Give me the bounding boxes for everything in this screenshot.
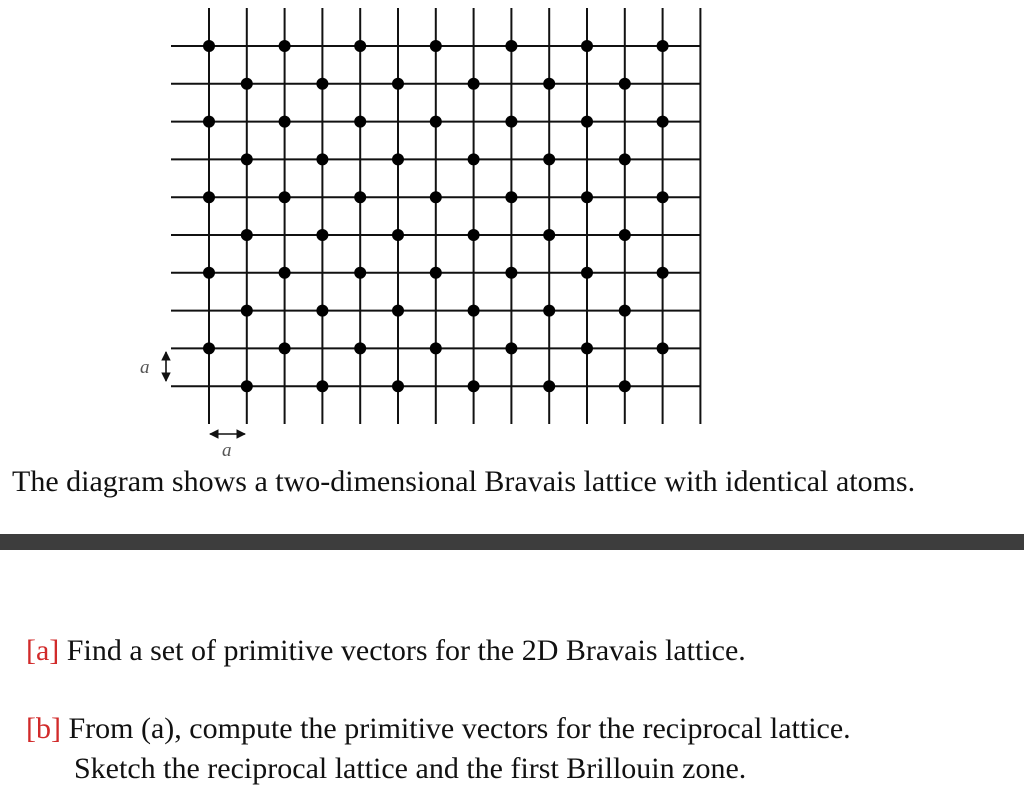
- lattice-atom: [203, 342, 215, 354]
- lattice-atom: [657, 116, 669, 128]
- lattice-atom: [505, 267, 517, 279]
- lattice-atom: [354, 342, 366, 354]
- lattice-atom: [354, 40, 366, 52]
- lattice-atom: [543, 229, 555, 241]
- lattice-atom: [581, 40, 593, 52]
- lattice-atom: [241, 153, 253, 165]
- lattice-atom: [619, 153, 631, 165]
- lattice-atom: [657, 267, 669, 279]
- lattice-atom: [430, 191, 442, 203]
- lattice-atom: [354, 191, 366, 203]
- lattice-atom: [203, 40, 215, 52]
- section-divider: [0, 534, 1024, 550]
- lattice-atom: [543, 380, 555, 392]
- lattice-atom: [619, 305, 631, 317]
- lattice-atom: [316, 229, 328, 241]
- question-b-text-line2: Sketch the reciprocal lattice and the first Brillouin zone.: [74, 752, 747, 785]
- lattice-atom: [430, 40, 442, 52]
- lattice-atom: [543, 305, 555, 317]
- lattice-atom: [392, 305, 404, 317]
- lattice-atom: [619, 229, 631, 241]
- grid-lines: [171, 8, 700, 424]
- lattice-atom: [468, 153, 480, 165]
- lattice-atom: [392, 78, 404, 90]
- lattice-atom: [657, 40, 669, 52]
- lattice-atom: [316, 78, 328, 90]
- lattice-atom: [279, 267, 291, 279]
- lattice-atom: [657, 342, 669, 354]
- lattice-atom: [430, 342, 442, 354]
- lattice-atom: [241, 229, 253, 241]
- lattice-atom: [505, 40, 517, 52]
- lattice-atom: [392, 380, 404, 392]
- question-b-marker: [b]: [26, 712, 61, 745]
- question-a-text: Find a set of primitive vectors for the 2D Bravais lattice.: [59, 634, 746, 667]
- lattice-atom: [657, 191, 669, 203]
- lattice-atom: [279, 116, 291, 128]
- lattice-atom: [279, 40, 291, 52]
- horizontal-spacing-indicator: [210, 434, 245, 461]
- lattice-atom: [581, 191, 593, 203]
- lattice-atom: [279, 191, 291, 203]
- lattice-atom: [316, 305, 328, 317]
- lattice-atom: [241, 380, 253, 392]
- lattice-atom: [241, 305, 253, 317]
- diagram-caption: The diagram shows a two-dimensional Bravais lattice with identical atoms.: [12, 465, 916, 498]
- lattice-atom: [505, 191, 517, 203]
- lattice-atom: [468, 380, 480, 392]
- lattice-atom: [581, 342, 593, 354]
- lattice-atom: [241, 78, 253, 90]
- horizontal-spacing-label: a: [222, 440, 232, 461]
- lattice-atom: [581, 116, 593, 128]
- lattice-atom: [316, 380, 328, 392]
- lattice-atom: [392, 229, 404, 241]
- lattice-atom: [505, 116, 517, 128]
- question-a: [26, 631, 746, 671]
- question-b-text: From (a), compute the primitive vectors for the reciprocal lattice.: [60, 712, 851, 745]
- lattice-atom: [203, 116, 215, 128]
- lattice-atom: [430, 267, 442, 279]
- lattice-atom: [203, 267, 215, 279]
- lattice-atom: [316, 153, 328, 165]
- lattice-atom: [581, 267, 593, 279]
- lattice-atom: [354, 267, 366, 279]
- lattice-atom: [203, 191, 215, 203]
- vertical-spacing-label: a: [140, 357, 150, 378]
- lattice-atom: [619, 78, 631, 90]
- lattice-atom: [430, 116, 442, 128]
- lattice-atom: [354, 116, 366, 128]
- lattice-atom: [543, 153, 555, 165]
- question-b: [26, 709, 851, 789]
- vertical-spacing-indicator: [140, 352, 166, 381]
- lattice-atom: [543, 78, 555, 90]
- lattice-atom: [279, 342, 291, 354]
- lattice-atom: [468, 305, 480, 317]
- lattice-atom: [468, 78, 480, 90]
- lattice-atom: [392, 153, 404, 165]
- lattice-atom: [619, 380, 631, 392]
- lattice-atom: [505, 342, 517, 354]
- question-a-marker: [a]: [26, 634, 60, 667]
- lattice-atom: [468, 229, 480, 241]
